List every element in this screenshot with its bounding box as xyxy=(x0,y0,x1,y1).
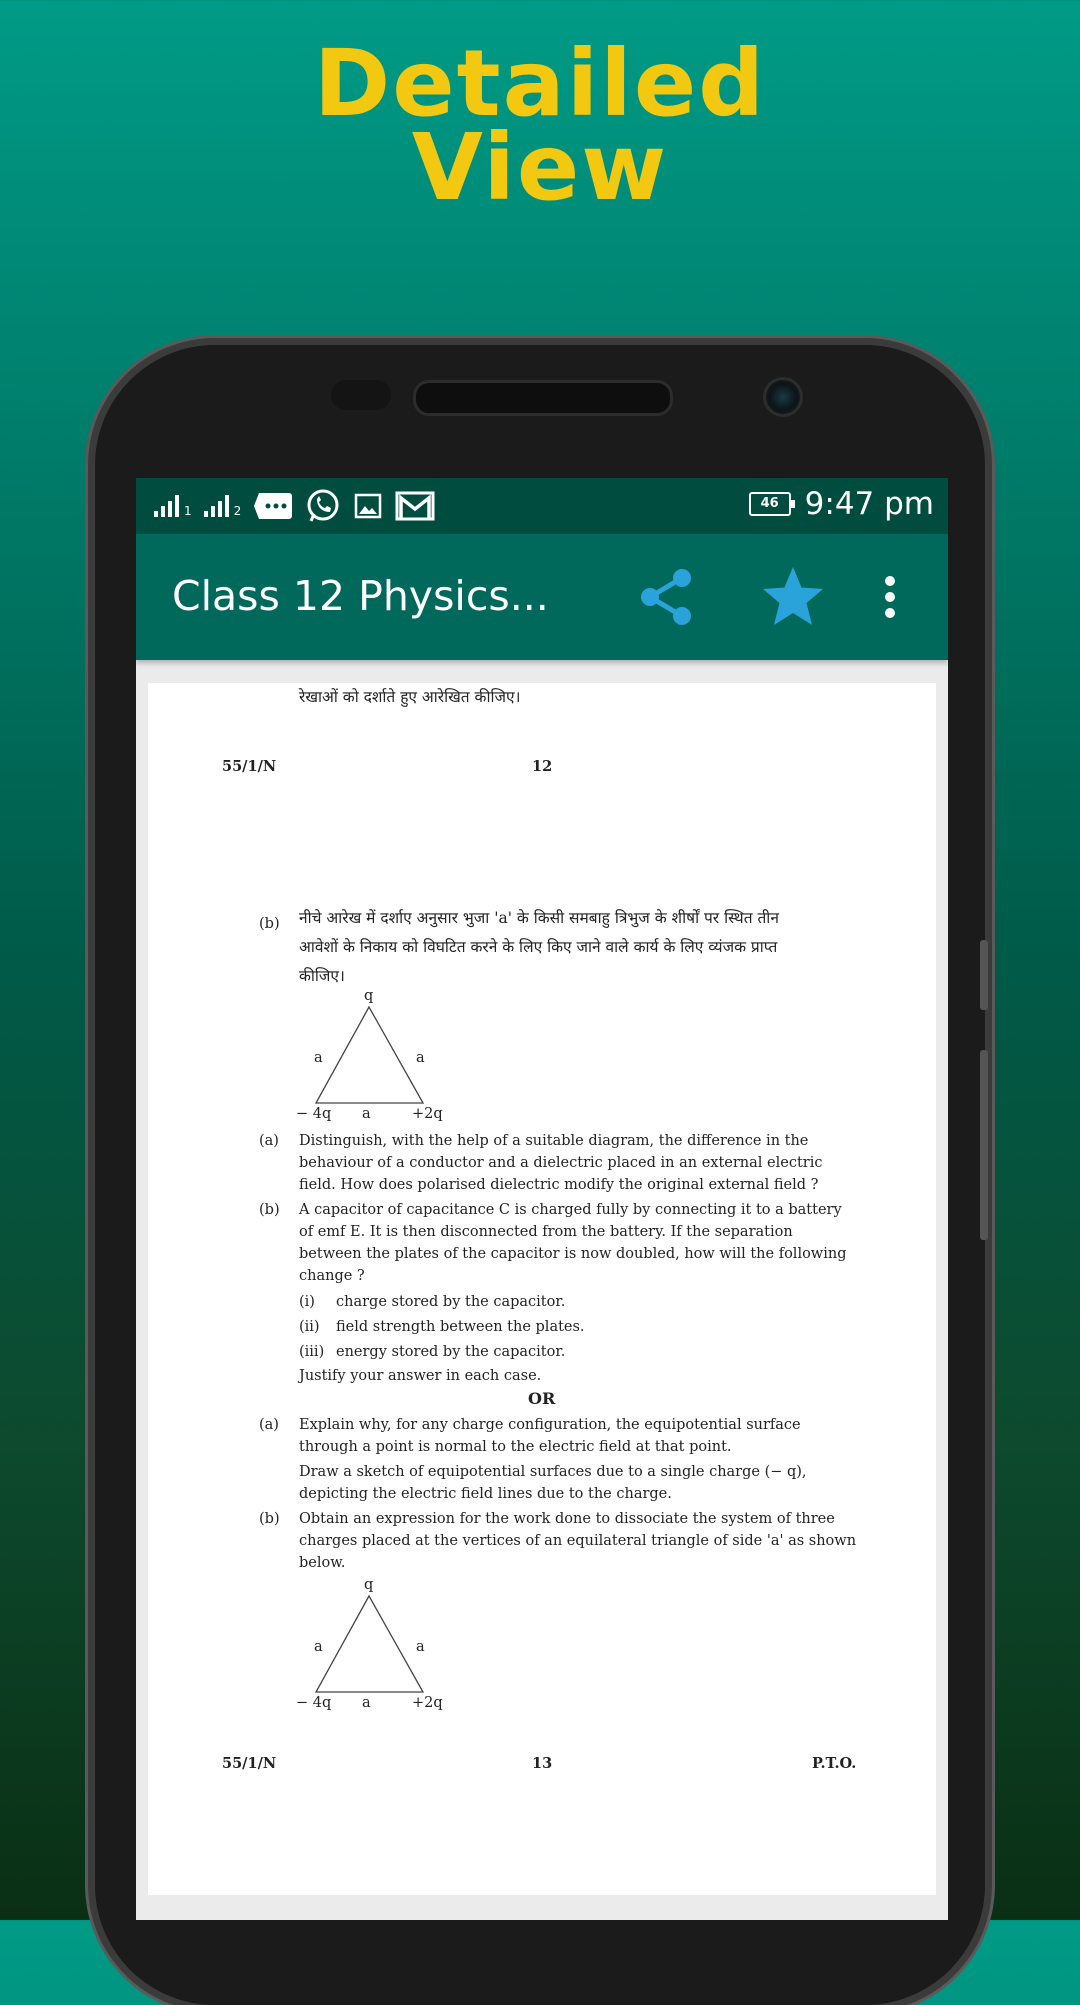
subitem-label: (ii) xyxy=(299,1319,320,1335)
side-label: a xyxy=(362,1695,371,1711)
status-time: 9:47 pm xyxy=(804,486,934,522)
side-label: a xyxy=(314,1639,323,1655)
subitem-label: (i) xyxy=(299,1294,315,1310)
sim1-label: 1 xyxy=(184,504,192,518)
question-label: (b) xyxy=(259,916,280,932)
question-label: (b) xyxy=(259,1202,280,1218)
question-text: behaviour of a conductor and a dielectric placed in an external electric xyxy=(299,1155,823,1171)
question-text: charges placed at the vertices of an equilateral triangle of side 'a' as shown xyxy=(299,1533,857,1549)
charge-label: +2q xyxy=(412,1106,443,1122)
footer-code: 55/1/N xyxy=(222,758,277,775)
pdf-page-view[interactable] xyxy=(148,683,936,1895)
question-text: of emf E. It is then disconnected from the battery. If the separation xyxy=(299,1224,793,1240)
question-text: below. xyxy=(299,1555,346,1571)
gallery-icon xyxy=(353,491,383,521)
question-label: (b) xyxy=(259,1511,280,1527)
subitem-text: charge stored by the capacitor. xyxy=(336,1294,566,1310)
or-separator: OR xyxy=(528,1389,556,1408)
proximity-sensor xyxy=(331,380,391,410)
promo-headline xyxy=(0,30,1080,221)
side-label: a xyxy=(416,1639,425,1655)
hindi-line: कीजिए। xyxy=(299,967,345,985)
subitem-label: (iii) xyxy=(299,1344,325,1360)
side-label: a xyxy=(314,1050,323,1066)
charge-label: +2q xyxy=(412,1695,443,1711)
gmail-icon xyxy=(395,490,435,522)
side-label: a xyxy=(362,1106,371,1122)
footer-page-number: 13 xyxy=(532,1755,553,1772)
more-vert-icon[interactable] xyxy=(870,564,910,630)
charge-label: − 4q xyxy=(296,1106,332,1122)
signal-icon xyxy=(204,495,242,517)
status-bar xyxy=(136,478,948,534)
message-icon xyxy=(253,491,293,521)
headline-line-2: View xyxy=(411,114,669,221)
hindi-line: आवेशों के निकाय को विघटित करने के लिए किए जाने वाले कार्य के लिए व्यंजक प्राप्त xyxy=(299,938,778,956)
headline-line-1: Detailed xyxy=(313,30,767,137)
question-text: through a point is normal to the electric field at that point. xyxy=(299,1439,732,1455)
question-text: field. How does polarised dielectric modify the original external field ? xyxy=(299,1177,819,1193)
subitem-text: field strength between the plates. xyxy=(336,1319,585,1335)
signal-icon xyxy=(154,495,192,517)
subitem-text: energy stored by the capacitor. xyxy=(336,1344,566,1360)
hindi-line: रेखाओं को दर्शाते हुए आरेखित कीजिए। xyxy=(299,688,521,706)
sim2-label: 2 xyxy=(233,504,242,518)
star-icon[interactable] xyxy=(760,564,826,630)
triangle-diagram xyxy=(296,1577,446,1720)
footer-page-number: 12 xyxy=(532,758,553,775)
question-label: (a) xyxy=(259,1133,279,1149)
charge-label: − 4q xyxy=(296,1695,332,1711)
whatsapp-icon xyxy=(305,488,341,524)
question-text: Obtain an expression for the work done to dissociate the system of three xyxy=(299,1511,835,1527)
power-button xyxy=(980,1050,988,1240)
question-text: between the plates of the capacitor is now doubled, how will the following xyxy=(299,1246,847,1262)
side-label: a xyxy=(416,1050,425,1066)
question-text: Draw a sketch of equipotential surfaces due to a single charge (− q), xyxy=(299,1464,807,1480)
question-text: Explain why, for any charge configuration, the equipotential surface xyxy=(299,1417,801,1433)
charge-label: q xyxy=(364,1577,374,1593)
phone-screen xyxy=(136,478,948,1920)
triangle-diagram xyxy=(296,988,446,1131)
app-bar xyxy=(136,534,948,660)
front-camera xyxy=(763,377,803,417)
battery-icon: 46 xyxy=(749,492,791,516)
question-text: Justify your answer in each case. xyxy=(299,1368,542,1384)
app-title: Class 12 Physics... xyxy=(172,572,549,620)
footer-pto: P.T.O. xyxy=(812,1755,857,1772)
question-text: A capacitor of capacitance C is charged fully by connecting it to a battery xyxy=(299,1202,842,1218)
question-text: depicting the electric field lines due to the charge. xyxy=(299,1486,672,1502)
question-text: change ? xyxy=(299,1268,365,1284)
charge-label: q xyxy=(364,988,374,1004)
question-text: Distinguish, with the help of a suitable diagram, the difference in the xyxy=(299,1133,809,1149)
volume-button xyxy=(980,940,988,1010)
earpiece-speaker xyxy=(413,380,673,416)
question-label: (a) xyxy=(259,1417,279,1433)
footer-code: 55/1/N xyxy=(222,1755,277,1772)
hindi-line: नीचे आरेख में दर्शाए अनुसार भुजा 'a' के किसी समबाहु त्रिभुज के शीर्षों पर स्थित तीन xyxy=(299,909,779,927)
share-icon[interactable] xyxy=(634,564,700,630)
